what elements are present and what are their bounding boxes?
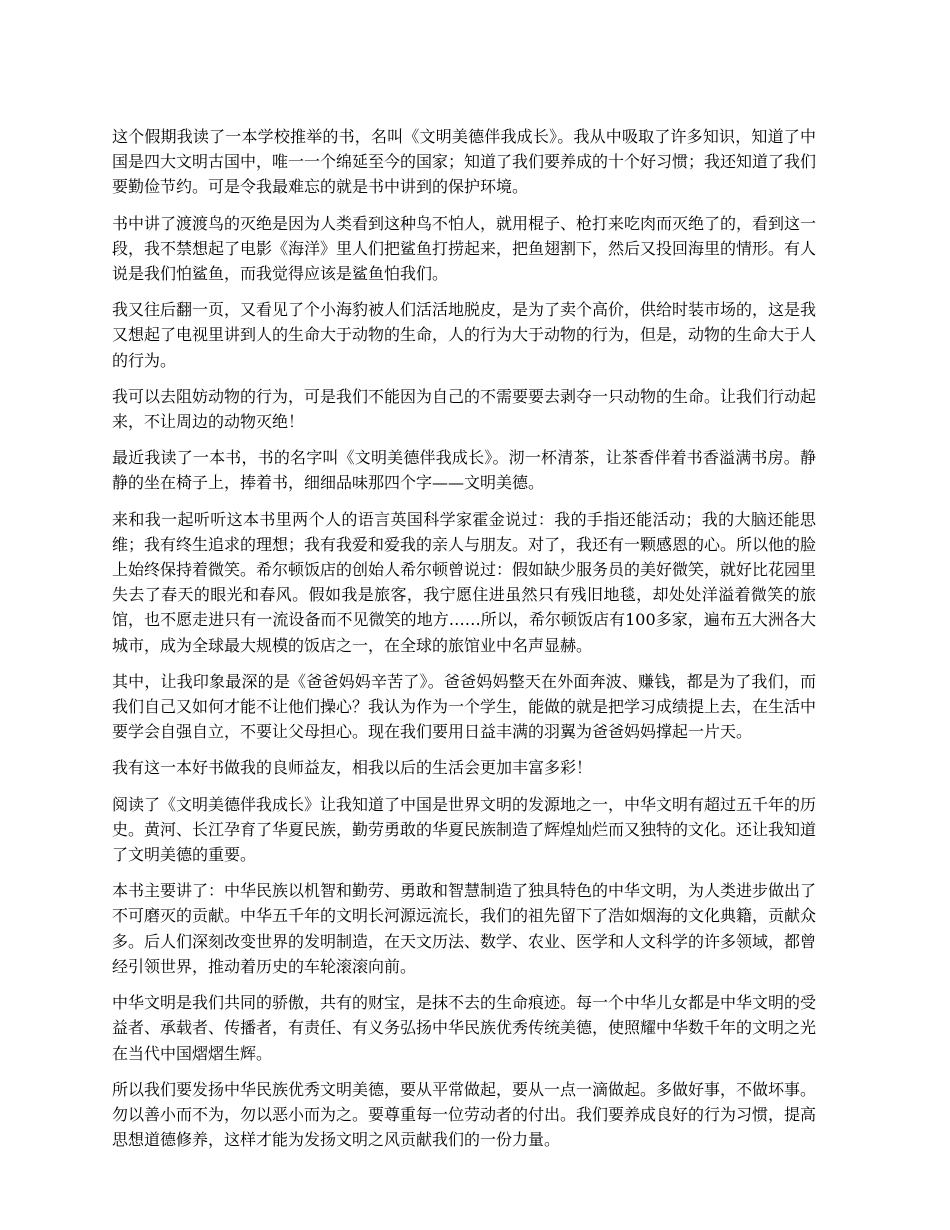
paragraph-11: 中华文明是我们共同的骄傲，共有的财宝，是抹不去的生命痕迹。每一个中华儿女都是中华文明的受益者、承载者、传播者，有责任、有义务弘扬中华民族优秀传统美德，使照耀中华数千年的文明之光在当代中国熠熠生辉。 — [112, 993, 817, 1063]
paragraph-4: 我可以去阻妨动物的行为，可是我们不能因为自己的不需要要去剥夺一只动物的生命。让我们行动起来，不让周边的动物灭绝！ — [112, 386, 817, 432]
paragraph-5: 最近我读了一本书，书的名字叫《文明美德伴我成长》。沏一杯清茶，让茶香伴着书香溢满书房。静静的坐在椅子上，捧着书，细细品味那四个字——文明美德。 — [112, 448, 816, 493]
document-body — [112, 124, 816, 1152]
paragraph-6: 来和我一起听听这本书里两个人的语言英国科学家霍金说过：我的手指还能活动；我的大脑还能思维；我有终生追求的理想；我有我爱和爱我的亲人与朋友。对了，我还有一颗感恩的心。所以他的脸上始终保持着微笑。希尔顿饭店的创始人希尔顿曾说过：假如缺少服务员的美好微笑，就好比花园里失去了春天的眼光和春风。假如我是旅客，我宁愿住进虽然只有残旧地毯，却处处洋溢着微笑的旅馆，也不愿走进只有一流设备而不见微笑的地方……所以，希尔顿饭店有100多家，遍布五大洲各大城市，成为全球最大规模的饭店之一，在全球的旅馆业中名声显赫。 — [112, 509, 817, 655]
paragraph-8: 我有这一本好书做我的良师益友，相我以后的生活会更加丰富多彩！ — [112, 758, 593, 778]
paragraph-10: 本书主要讲了：中华民族以机智和勤劳、勇敢和智慧制造了独具特色的中华文明，为人类进步做出了不可磨灭的贡献。中华五千年的文明长河源远流长，我们的祖先留下了浩如烟海的文化典籍，贡献众多。后人们深刻改变世界的发明制造，在天文历法、数学、农业、医学和人文科学的许多领域，都曾经引领世界，推动着历史的车轮滚滚向前。 — [112, 881, 817, 976]
paragraph-1: 这个假期我读了一本学校推举的书，名叫《文明美德伴我成长》。我从中吸取了许多知识，知道了中国是四大文明古国中，唯一一个绵延至今的国家；知道了我们要养成的十个好习惯；我还知道了我们要勤俭节约。可是令我最难忘的就是书中讲到的保护环境。 — [112, 127, 817, 197]
paragraph-12: 所以我们要发扬中华民族优秀文明美德，要从平常做起，要从一点一滴做起。多做好事，不做坏事。勿以善小而不为，勿以恶小而为之。要尊重每一位劳动者的付出。我们要养成良好的行为习惯，提高思想道德修养，这样才能为发扬文明之风贡献我们的一份力量。 — [112, 1079, 817, 1150]
paragraph-3: 我又往后翻一页，又看见了个小海豹被人们活活地脱皮，是为了卖个高价，供给时装市场的，这是我又想起了电视里讲到人的生命大于动物的生命，人的行为大于动物的行为，但是，动物的生命大于人的行为。 — [112, 300, 817, 370]
paragraph-9: 阅读了《文明美德伴我成长》让我知道了中国是世界文明的发源地之一，中华文明有超过五千年的历史。黄河、长江孕育了华夏民族，勤劳勇敢的华夏民族制造了辉煌灿烂而又独特的文化。还让我知道了文明美德的重要。 — [112, 794, 817, 865]
paragraph-2: 书中讲了渡渡鸟的灭绝是因为人类看到这种鸟不怕人，就用棍子、枪打来吃肉而灭绝了的，看到这一段，我不禁想起了电影《海洋》里人们把鲨鱼打捞起来，把鱼翅割下，然后又投回海里的情形。有人说是我们怕鲨鱼，而我觉得应该是鲨鱼怕我们。 — [112, 213, 817, 284]
paragraph-7: 其中，让我印象最深的是《爸爸妈妈辛苦了》。爸爸妈妈整天在外面奔波、赚钱，都是为了我们，而我们自己又如何才能不让他们操心？我认为作为一个学生，能做的就是把学习成绩提上去，在生活中要学会自强自立，不要让父母担心。现在我们要用日益丰满的羽翼为爸爸妈妈撑起一片天。 — [112, 671, 817, 742]
